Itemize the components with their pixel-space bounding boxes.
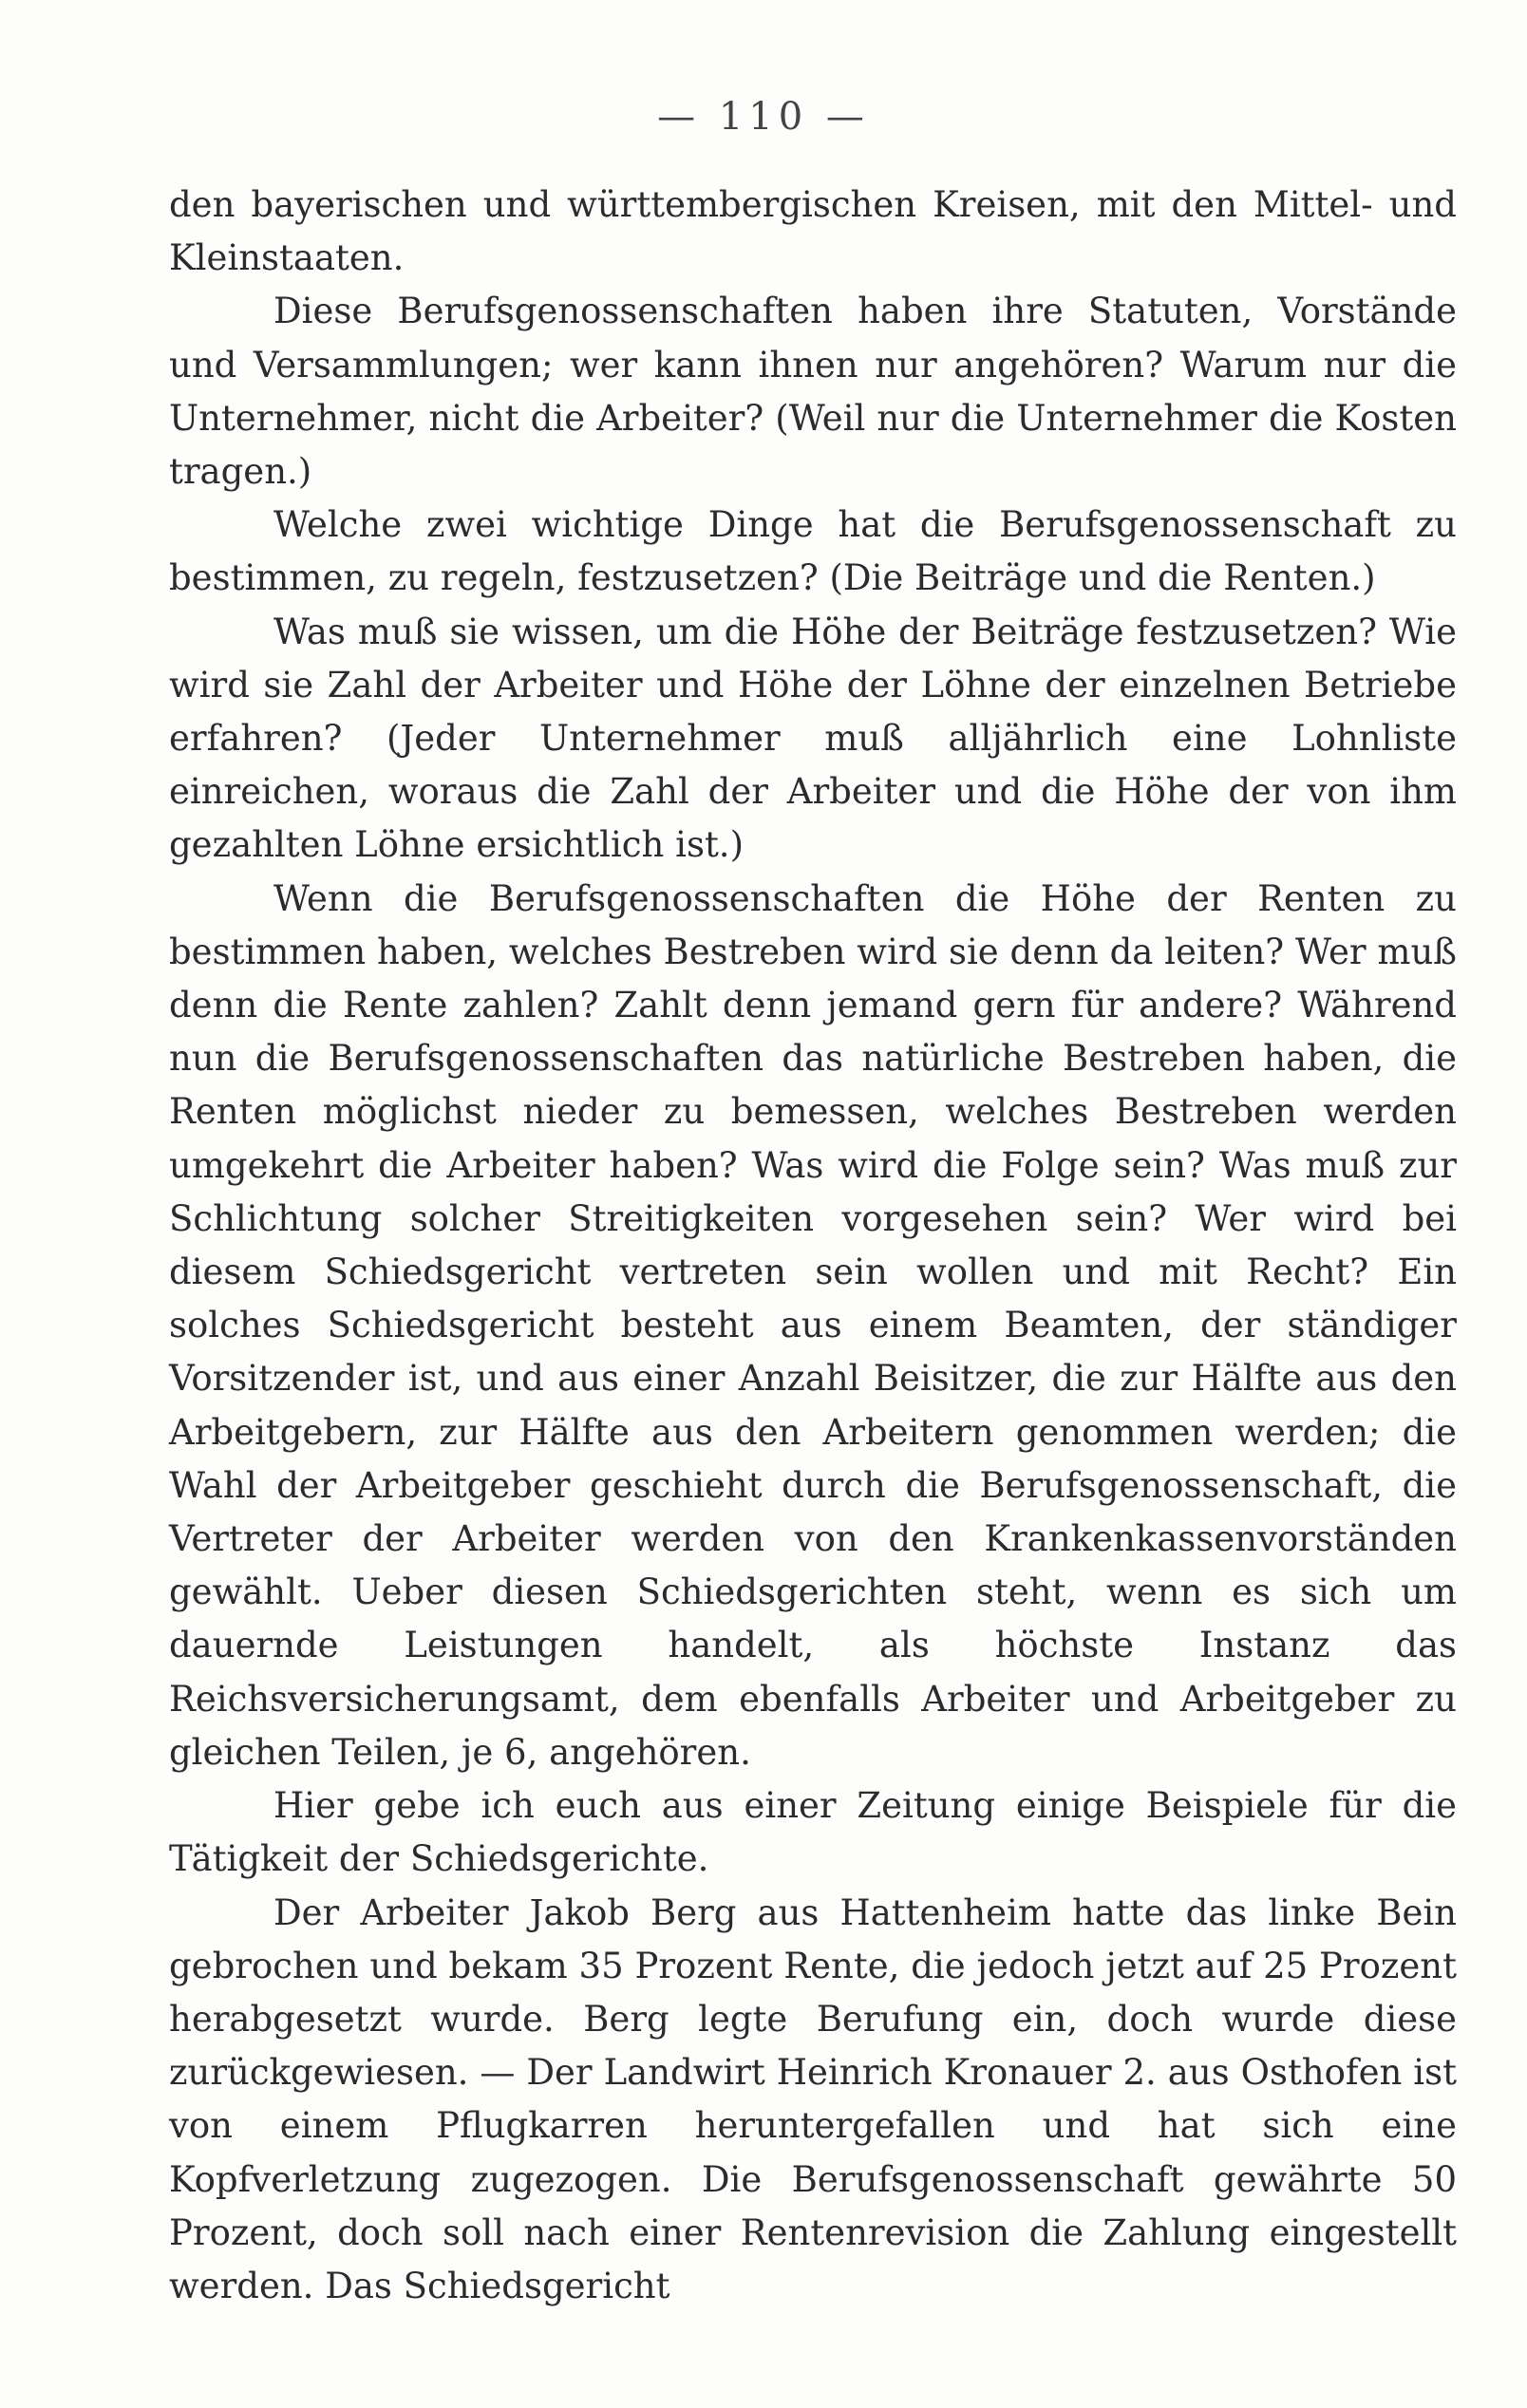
paragraph: Der Arbeiter Jakob Berg aus Hattenheim hatte das linke Bein gebrochen und bekam 35 Prozent Rente, die jedoch jetzt auf 25 Prozent herabgesetzt wurde. Berg legte Berufung ein, doch wurde diese zurückgewiesen. — Der Landwirt Heinrich Kronauer 2. aus Osthofen ist von einem Pflugkarren heruntergefallen und hat sich eine Kopfverletzung zugezogen. Die Berufsgenossenschaft gewährte 50 Prozent, doch soll nach einer Rentenrevision die Zahlung eingestellt werden. Das Schiedsgericht	[169, 1891, 1457, 2306]
page-number: — 110 —	[657, 95, 870, 139]
paragraph: Wenn die Berufsgenossenschaften die Höhe der Renten zu bestimmen haben, welches Bestreben wird sie denn da leiten? Wer muß denn die Rente zahlen? Zahlt denn jemand gern für andere? Während nun die Berufsgenossenschaften das natürliche Bestreben haben, die Renten möglichst nieder zu bemessen, welches Bestreben werden umgekehrt die Arbeiter haben? Was wird die Folge sein? Was muß zur Schlichtung solcher Streitigkeiten vorgesehen sein? Wer wird bei diesem Schiedsgericht vertreten sein wollen und mit Recht? Ein solches Schiedsgericht besteht aus einem Beamten, der ständiger Vorsitzender ist, und aus einer Anzahl Beisitzer, die zur Hälfte aus den Arbeitgebern, zur Hälfte aus den Arbeitern genommen werden; die Wahl der Arbeitgeber geschieht durch die Berufsgenossenschaft, die Vertreter der Arbeiter werden von den Krankenkassenvorständen gewählt. Ueber diesen Schiedsgerichten steht, wenn es sich um dauernde Leistungen handelt, als höchste Instanz das Reichsversicherungsamt, dem ebenfalls Arbeiter und Arbeitgeber zu gleichen Teilen, je 6, angehören.	[169, 877, 1457, 1773]
paragraph: Hier gebe ich euch aus einer Zeitung einige Beispiele für die Tätigkeit der Schiedsgerichte.	[169, 1785, 1457, 1880]
paragraph: Was muß sie wissen, um die Höhe der Beiträge festzusetzen? Wie wird sie Zahl der Arbeiter und Höhe der Löhne der einzelnen Betriebe erfahren? (Jeder Unternehmer muß alljährlich eine Lohnliste einreichen, woraus die Zahl der Arbeiter und die Höhe der von ihm gezahlten Löhne ersichtlich ist.)	[169, 611, 1457, 866]
paragraph: Welche zwei wichtige Dinge hat die Berufsgenossenschaft zu bestimmen, zu regeln, festzusetzen? (Die Beiträge und die Renten.)	[169, 504, 1457, 599]
paragraph-continuation: den bayerischen und württembergischen Kreisen, mit den Mittel- und Kleinstaaten.	[169, 184, 1457, 279]
body-text	[169, 179, 1457, 2313]
paragraph: Diese Berufsgenossenschaften haben ihre Statuten, Vorstände und Versammlungen; wer kann ihnen nur angehören? Warum nur die Unternehmer, nicht die Arbeiter? (Weil nur die Unternehmer die Kosten tragen.)	[169, 291, 1457, 493]
